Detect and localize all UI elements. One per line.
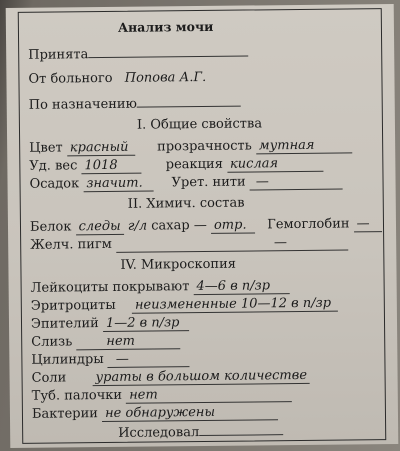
color-row [29,137,352,156]
sg-value: 1018 [81,159,141,175]
sediment-row [29,174,342,193]
sediment-value: значит. [83,177,153,193]
leuko-row [31,278,290,297]
examiner-blank [199,422,283,436]
protein-unit: г/л [127,218,148,234]
sg-label: Уд. вес [29,158,78,174]
casts-value: — [108,352,190,368]
epith-row [31,315,189,333]
bile-label: Желч. пигм [30,236,112,253]
examiner-label: Исследовал [118,425,200,441]
sugar-label: сахар — [151,217,207,234]
section-chemistry-heading: II. Химич. состав [127,195,245,212]
bile-value: — [116,235,348,252]
examiner-row [118,422,283,442]
urethral-value: — [250,175,343,191]
salts-row [32,368,311,387]
bacteria-row [32,404,278,423]
protein-value: следы [76,220,124,236]
section-general-heading: I. Общие свойства [136,116,263,133]
referral-blank [137,94,241,108]
referral-label: По назначению [28,96,137,113]
color-label: Цвет [29,140,63,156]
erythro-row [31,296,338,315]
epith-label: Эпителий [30,316,99,332]
erythro-label: Эритроциты [30,297,116,314]
salts-value: ураты в большом количестве [92,369,310,386]
section-microscopy-heading: IV. Микроскопия [120,256,237,273]
tb-value: нет [126,387,292,404]
tb-row [32,386,293,405]
reaction-value: кислая [227,157,323,173]
sugar-value: отр. [211,218,255,233]
mucus-label: Слизь [31,334,73,350]
bile-row [30,234,348,253]
urethral-label: Урет. нити [171,174,246,191]
reaction-label: реакция [165,156,223,173]
hemoglobin-label: Гемоглобин [267,216,350,233]
mucus-value: нет [76,334,180,350]
tb-label: Туб. палочки [31,387,123,404]
leuko-label: Лейкоциты покрывают [30,279,190,296]
bacteria-value: не обнаружены [102,405,278,422]
salts-label: Соли [31,370,67,386]
casts-row [31,351,190,369]
accepted-row [28,44,248,64]
casts-label: Цилиндры [31,352,104,368]
urinalysis-form [6,4,399,448]
leuko-value: 4—6 в п/зр [193,279,289,295]
erythro-value: неизмененные 10—12 в п/зр [132,297,338,314]
clarity-label: прозрачность [157,138,252,155]
accepted-label: Принята [28,47,89,63]
accepted-blank [88,44,248,59]
from-patient-label: От больного [28,70,113,87]
hemoglobin-value: — [354,217,382,232]
color-value: красный [67,141,135,157]
sg-row [29,156,323,175]
patient-name: Попова А.Г. [124,69,207,86]
sediment-label: Осадок [29,176,80,192]
protein-label: Белок [29,219,72,235]
bacteria-label: Бактерии [31,406,99,422]
epith-value: 1—2 в п/зр [103,316,189,332]
clarity-value: мутная [256,138,352,154]
patient-row [28,70,209,88]
referral-row [29,94,241,114]
form-title: Анализ мочи [117,18,214,35]
mucus-row [31,333,180,351]
